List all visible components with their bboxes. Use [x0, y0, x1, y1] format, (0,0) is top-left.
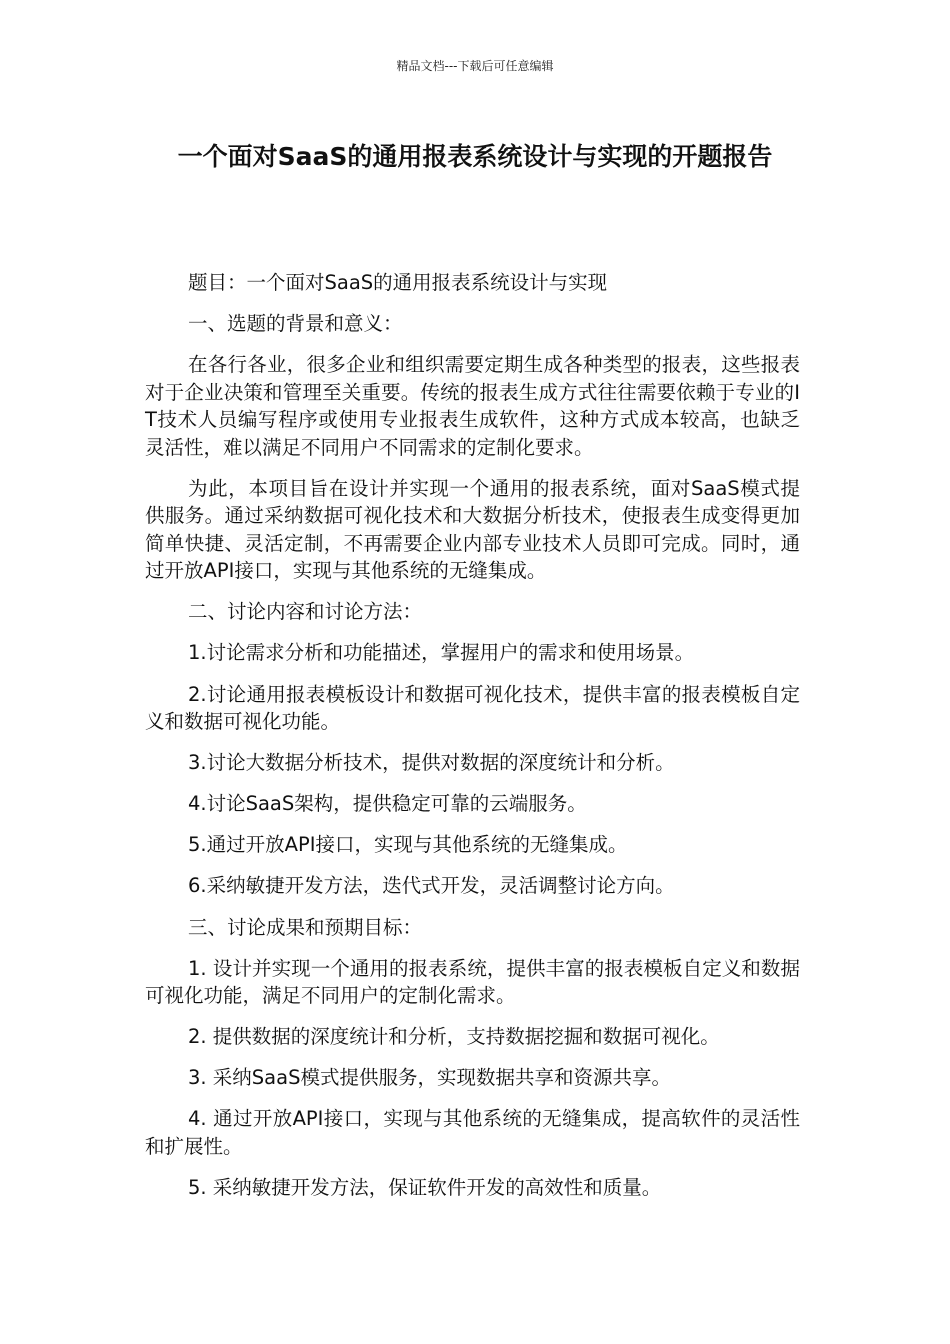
research-item-5: 5.通过开放API接口，实现与其他系统的无缝集成。: [188, 833, 628, 857]
section-heading-goals: 三、讨论成果和预期目标：: [188, 915, 423, 939]
research-item-3: 3.讨论大数据分析技术，提供对数据的深度统计和分析。: [188, 751, 675, 775]
research-item-6: 6.采纳敏捷开发方法，迭代式开发，灵活调整讨论方向。: [188, 874, 675, 898]
header-note: 精品文档---下载后可任意编辑: [396, 59, 554, 73]
goal-item-4: 4. 通过开放API接口，实现与其他系统的无缝集成，提高软件的灵活性和扩展性。: [145, 1107, 800, 1158]
section-heading-background: 一、选题的背景和意义：: [188, 312, 403, 336]
goal-item-3: 3. 采纳SaaS模式提供服务，实现数据共享和资源共享。: [188, 1066, 671, 1090]
topic-line: 题目：一个面对SaaS的通用报表系统设计与实现: [188, 271, 608, 294]
document-title: 一个面对SaaS的通用报表系统设计与实现的开题报告: [177, 142, 773, 171]
research-item-4: 4.讨论SaaS架构，提供稳定可靠的云端服务。: [188, 792, 587, 816]
document-body: [145, 269, 800, 1215]
background-paragraph-2: 为此，本项目旨在设计并实现一个通用的报表系统，面对SaaS模式提供服务。通过采纳数据可视化技术和大数据分析技术，使报表生成变得更加简单快捷、灵活定制，不再需要企业内部专业技术人员即可完成。同时，通过开放API接口，实现与其他系统的无缝集成。: [145, 476, 800, 583]
research-item-2: 2.讨论通用报表模板设计和数据可视化技术，提供丰富的报表模板自定义和数据可视化功能。: [145, 682, 800, 734]
goal-item-1: 1. 设计并实现一个通用的报表系统，提供丰富的报表模板自定义和数据可视化功能，满足不同用户的定制化需求。: [145, 956, 800, 1008]
background-paragraph-1: 在各行各业，很多企业和组织需要定期生成各种类型的报表，这些报表对于企业决策和管理至关重要。传统的报表生成方式往往需要依赖于专业的IT技术人员编写程序或使用专业报表生成软件，这种方式成本较高，也缺乏灵活性，难以满足不同用户不同需求的定制化要求。: [145, 353, 800, 459]
goal-item-5: 5. 采纳敏捷开发方法，保证软件开发的高效性和质量。: [188, 1176, 662, 1199]
goal-item-2: 2. 提供数据的深度统计和分析，支持数据挖掘和数据可视化。: [188, 1025, 720, 1049]
research-item-1: 1.讨论需求分析和功能描述，掌握用户的需求和使用场景。: [188, 641, 695, 665]
section-heading-research: 二、讨论内容和讨论方法：: [188, 600, 423, 624]
